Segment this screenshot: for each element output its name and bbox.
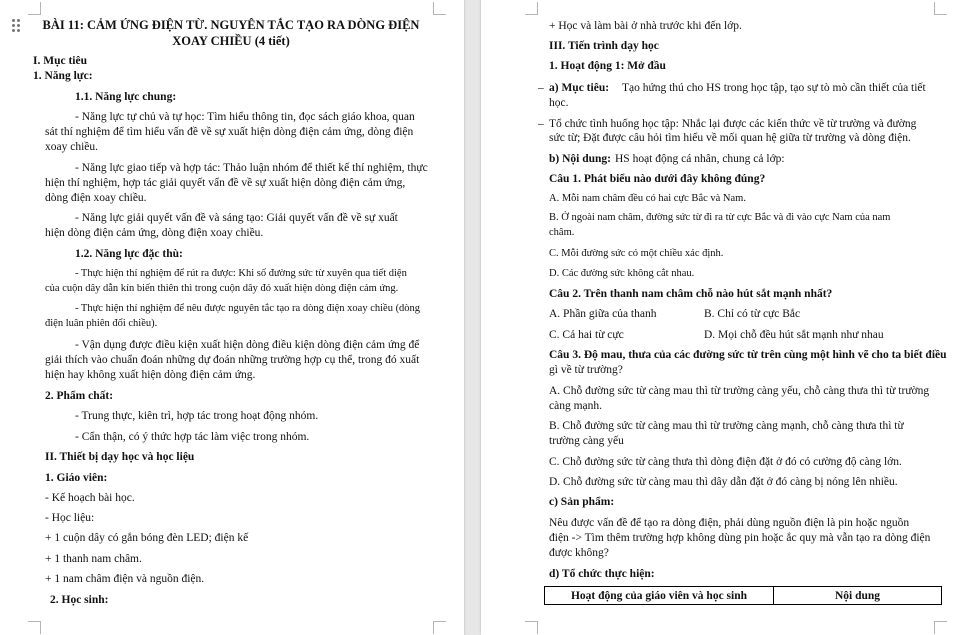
paragraph-line: + 1 nam châm điện và nguồn điện. bbox=[45, 573, 205, 585]
paragraph-line: Nêu được vấn đề để tạo ra dòng điện, phải dùng nguồn điện là pin hoặc nguồn bbox=[549, 517, 910, 529]
paragraph-line: - Năng lực tự chủ và tự học: Tìm hiểu thông tin, đọc sách giáo khoa, quan bbox=[75, 111, 415, 123]
paragraph-line: - Kế hoạch bài học. bbox=[45, 492, 135, 504]
paragraph-line: hiện dòng điện cảm ứng, dòng điện xoay chiều. bbox=[45, 227, 264, 239]
heading-thiet-bi: II. Thiết bị dạy học và học liệu bbox=[45, 451, 195, 463]
answer-option: B. Chỉ có từ cực Bắc bbox=[704, 308, 801, 320]
question-2: Câu 2. Trên thanh nam châm chỗ nào hút sắt mạnh nhất? bbox=[549, 288, 833, 300]
answer-option: C. Mỗi đường sức có một chiều xác định. bbox=[549, 248, 724, 259]
answer-option: C. Chỗ đường sức từ càng thưa thì dòng điện đặt ở đó có cường độ càng lớn. bbox=[549, 456, 902, 468]
crop-mark bbox=[28, 621, 41, 634]
paragraph-line: sức từ; Đặt được câu hỏi tìm hiểu về mối quan hệ giữa từ trường và dòng điện. bbox=[549, 132, 911, 144]
heading-hoc-sinh: 2. Học sinh: bbox=[50, 594, 109, 606]
doc-title-line-1: BÀI 11: CẢM ỨNG ĐIỆN TỪ. NGUYÊN TẮC TẠO RA DÒNG ĐIỆN bbox=[42, 18, 420, 32]
paragraph-line: hiện thí nghiệm, hợp tác giải quyết vấn đề về sự xuất hiện dòng điện cảm ứng, bbox=[45, 177, 406, 189]
answer-option: A. Mỗi nam châm đều có hai cực Bắc và Nam. bbox=[549, 193, 746, 204]
drag-handle-icon[interactable] bbox=[12, 19, 22, 33]
paragraph-line: - Cẩn thận, có ý thức hợp tác làm việc trong nhóm. bbox=[75, 431, 310, 443]
label-muc-tieu: a) Mục tiêu: bbox=[549, 82, 610, 94]
heading-giao-vien: 1. Giáo viên: bbox=[45, 472, 108, 484]
crop-mark bbox=[934, 2, 947, 15]
paragraph-line: điện -> Tìm thêm trường hợp không dùng pin hoặc ắc quy mà vẫn tạo ra dòng điện bbox=[549, 532, 931, 544]
question-1: Câu 1. Phát biểu nào dưới đây không đúng? bbox=[549, 173, 766, 185]
heading-nang-luc: 1. Năng lực: bbox=[33, 70, 93, 82]
paragraph-line: hiện hay không xuất hiện dòng điện cảm ứng. bbox=[45, 369, 256, 381]
paragraph-line: - Thực hiện thí nghiệm để rút ra được: Khi số đường sức từ xuyên qua tiết diện bbox=[75, 268, 407, 279]
answer-option: B. Ở ngoài nam châm, đường sức từ đi ra từ cực Bắc và đi vào cực Nam của nam bbox=[549, 212, 891, 223]
activity-table bbox=[544, 586, 942, 605]
table-header-row bbox=[545, 587, 942, 605]
crop-mark bbox=[433, 2, 446, 15]
heading-san-pham: c) Sản phẩm: bbox=[549, 496, 615, 508]
crop-mark bbox=[28, 2, 41, 15]
answer-option: C. Cả hai từ cực bbox=[549, 329, 624, 341]
answer-option: A. Phần giữa của thanh bbox=[549, 308, 657, 320]
crop-mark bbox=[934, 621, 947, 634]
answer-option: D. Các đường sức không cắt nhau. bbox=[549, 268, 695, 279]
paragraph-line: + Học và làm bài ở nhà trước khi đến lớp. bbox=[549, 20, 742, 32]
paragraph-line: - Năng lực giải quyết vấn đề và sáng tạo: Giải quyết vấn đề về sự xuất bbox=[75, 212, 398, 224]
paragraph-line: - Vận dụng được điều kiện xuất hiện dòng điều kiện dòng điện cảm ứng để bbox=[75, 339, 420, 351]
paragraph-line: được không? bbox=[549, 547, 609, 559]
list-dash: – bbox=[538, 82, 544, 94]
paragraph-line: - Trung thực, kiên trì, hợp tác trong hoạt động nhóm. bbox=[75, 410, 319, 422]
heading-nang-luc-chung: 1.1. Năng lực chung: bbox=[75, 91, 177, 103]
heading-tien-trinh: III. Tiến trình dạy học bbox=[549, 40, 659, 52]
answer-option: trường càng yếu bbox=[549, 435, 624, 447]
paragraph-line: của cuộn dây dẫn kín biến thiên thì trong cuộn dây đó xuất hiện dòng điện cảm ứng. bbox=[45, 283, 399, 294]
paragraph-line: + 1 thanh nam châm. bbox=[45, 553, 142, 565]
answer-option: càng mạnh. bbox=[549, 400, 603, 412]
answer-option: D. Mọi chỗ đều hút sắt mạnh như nhau bbox=[704, 329, 884, 341]
paragraph-line: xoay chiều. bbox=[45, 141, 99, 153]
table-header-cell: Nội dung bbox=[774, 587, 942, 605]
paragraph-line: dòng điện xoay chiều. bbox=[45, 192, 147, 204]
answer-option: D. Chỗ đường sức từ càng mau thì dây dẫn đặt ở đó càng bị nóng lên nhiều. bbox=[549, 476, 898, 488]
answer-option: B. Chỗ đường sức từ càng mau thì từ trường càng mạnh, chỗ càng thưa thì từ bbox=[549, 420, 904, 432]
paragraph-line: điện luân phiên đổi chiều). bbox=[45, 318, 158, 329]
answer-option: A. Chỗ đường sức từ càng mau thì từ trường càng yếu, chỗ càng thưa thì từ trường bbox=[549, 385, 930, 397]
paragraph-line: Tạo hứng thú cho HS trong học tập, tạo sự tò mò cần thiết của tiết bbox=[622, 82, 926, 94]
paragraph-line: - Năng lực giao tiếp và hợp tác: Thảo luận nhóm để thiết kế thí nghiệm, thực bbox=[75, 162, 428, 174]
paragraph-line: - Thực hiện thí nghiệm để nêu được nguyên tắc tạo ra dòng điện xoay chiều (dòng bbox=[75, 303, 421, 314]
heading-muc-tieu: I. Mục tiêu bbox=[33, 55, 87, 67]
paragraph-line: giải thích vào chuẩn đoán những dự đoán những trường hợp cụ thể, trong đó xuất bbox=[45, 354, 420, 366]
crop-mark bbox=[525, 2, 538, 15]
heading-nang-luc-dac-thu: 1.2. Năng lực đặc thù: bbox=[75, 248, 183, 260]
answer-option: châm. bbox=[549, 227, 575, 238]
page-left bbox=[0, 0, 464, 635]
paragraph-line: sát thí nghiệm để tìm hiểu vấn đề về sự xuất hiện dòng điện cảm ứng, dòng điện bbox=[45, 126, 414, 138]
paragraph-line: Tổ chức tình huống học tập: Nhắc lại được các kiến thức về từ trường và đường bbox=[549, 118, 917, 130]
paragraph-line: + 1 cuộn dây có gắn bóng đèn LED; điện kế bbox=[45, 532, 249, 544]
heading-to-chuc: d) Tổ chức thực hiện: bbox=[549, 568, 655, 580]
list-dash: – bbox=[538, 118, 544, 130]
heading-hoat-dong-1: 1. Hoạt động 1: Mở đầu bbox=[549, 60, 666, 72]
heading-pham-chat: 2. Phẩm chất: bbox=[45, 390, 114, 402]
paragraph-line: học. bbox=[549, 97, 569, 109]
doc-title-line-2: XOAY CHIỀU (4 tiết) bbox=[172, 34, 290, 48]
crop-mark bbox=[433, 621, 446, 634]
question-3: Câu 3. Độ mau, thưa của các đường sức từ trên cùng một hình vẽ cho ta biết điều bbox=[549, 349, 947, 361]
paragraph-line: - Học liệu: bbox=[45, 512, 95, 524]
question-3-cont: gì về từ trường? bbox=[549, 364, 623, 376]
paragraph-line: HS hoạt động cá nhân, chung cả lớp: bbox=[615, 153, 785, 165]
crop-mark bbox=[525, 621, 538, 634]
table-header-cell: Hoạt động của giáo viên và học sinh bbox=[545, 587, 774, 605]
label-noi-dung: b) Nội dung: bbox=[549, 153, 611, 165]
